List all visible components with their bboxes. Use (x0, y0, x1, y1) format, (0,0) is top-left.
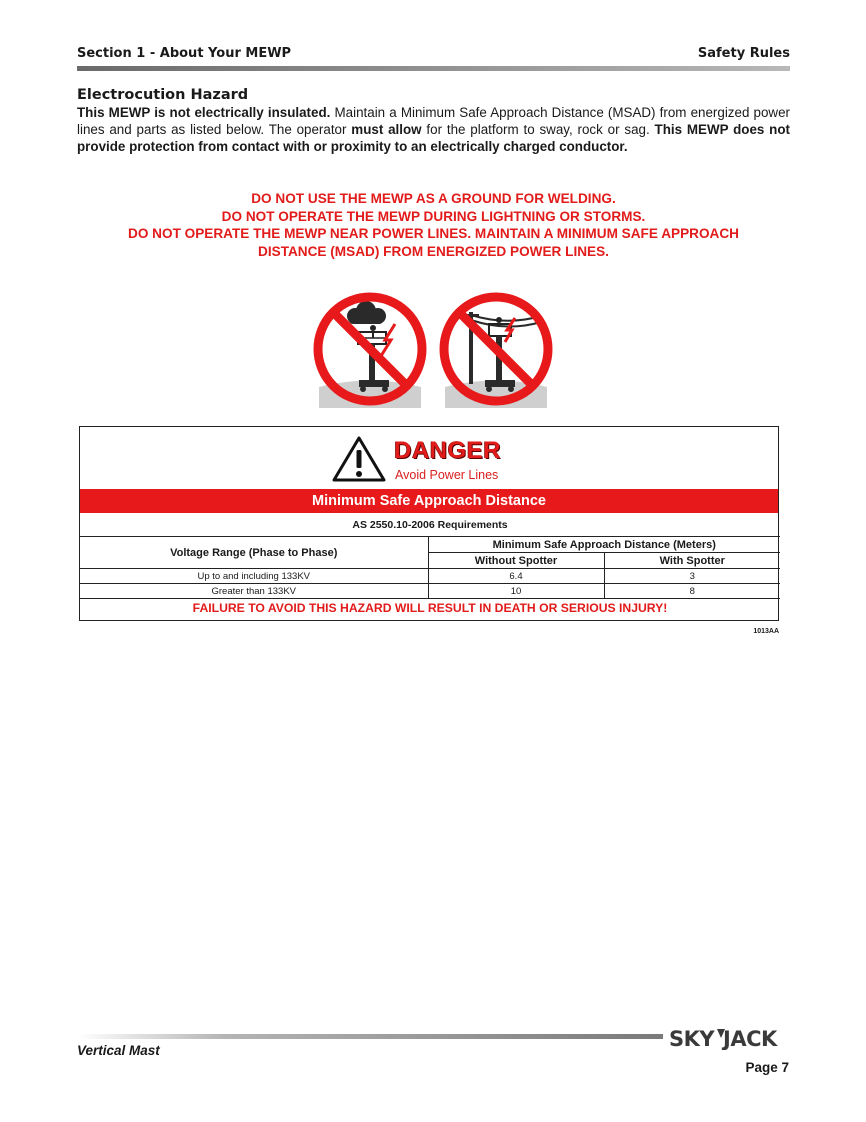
red-warnings (77, 190, 790, 260)
col-with-spotter: With Spotter (604, 553, 780, 569)
msad-band: Minimum Safe Approach Distance (80, 489, 778, 513)
danger-subtitle: Avoid Power Lines (395, 468, 499, 482)
voltage-cell: Up to and including 133KV (80, 569, 428, 584)
warning-line: DO NOT OPERATE THE MEWP NEAR POWER LINES. MAINTAIN A MINIMUM SAFE APPROACH (128, 226, 739, 241)
warning-line: DO NOT USE THE MEWP AS A GROUND FOR WELDING. (251, 191, 616, 206)
danger-decal (79, 426, 779, 621)
no-lightning-storm-icon (311, 290, 429, 408)
section-title: Section 1 - About Your MEWP (77, 46, 292, 61)
table-row (80, 584, 780, 599)
hazard-heading: Electrocution Hazard (77, 87, 249, 103)
msad-table (80, 513, 780, 617)
with-cell: 3 (604, 569, 780, 584)
no-power-lines-icon (437, 290, 555, 408)
footer-product: Vertical Mast (77, 1043, 160, 1058)
col-msad-header: Minimum Safe Approach Distance (Meters) (428, 537, 780, 553)
voltage-cell: Greater than 133KV (80, 584, 428, 599)
svg-text:JACK: JACK (723, 1027, 777, 1050)
warning-triangle-icon (332, 436, 386, 482)
danger-header (80, 427, 778, 489)
footer-rule (77, 1034, 663, 1039)
warning-line: DISTANCE (MSAD) FROM ENERGIZED POWER LINES. (258, 243, 609, 259)
standard-caption: AS 2550.10-2006 Requirements (80, 513, 780, 537)
col-without-spotter: Without Spotter (428, 553, 604, 569)
page-header (77, 44, 790, 64)
decal-code: 1013AA (753, 628, 779, 635)
table-row (80, 569, 780, 584)
danger-signal-word: DANGER (394, 437, 502, 464)
page-number: Page 7 (745, 1060, 789, 1075)
failure-warning: FAILURE TO AVOID THIS HAZARD WILL RESULT IN DEATH OR SERIOUS INJURY! (80, 599, 780, 618)
col-voltage-header: Voltage Range (Phase to Phase) (80, 537, 428, 569)
warning-line: DO NOT OPERATE THE MEWP DURING LIGHTNING OR STORMS. (221, 208, 646, 224)
svg-text:SKY: SKY (669, 1027, 715, 1050)
hazard-intro: This MEWP is not electrically insulated. Maintain a Minimum Safe Approach Distance (MSAD) from energized power lines and parts as listed below. The operator must allow for the platform to sway, rock or sag. This MEWP does not provide protection from contact with or proximity to an electrically charged conductor. (77, 105, 790, 154)
without-cell: 6.4 (428, 569, 604, 584)
without-cell: 10 (428, 584, 604, 599)
header-rule (77, 66, 790, 71)
with-cell: 8 (604, 584, 780, 599)
skyjack-logo (667, 1026, 791, 1050)
chapter-title: Safety Rules (697, 46, 790, 61)
